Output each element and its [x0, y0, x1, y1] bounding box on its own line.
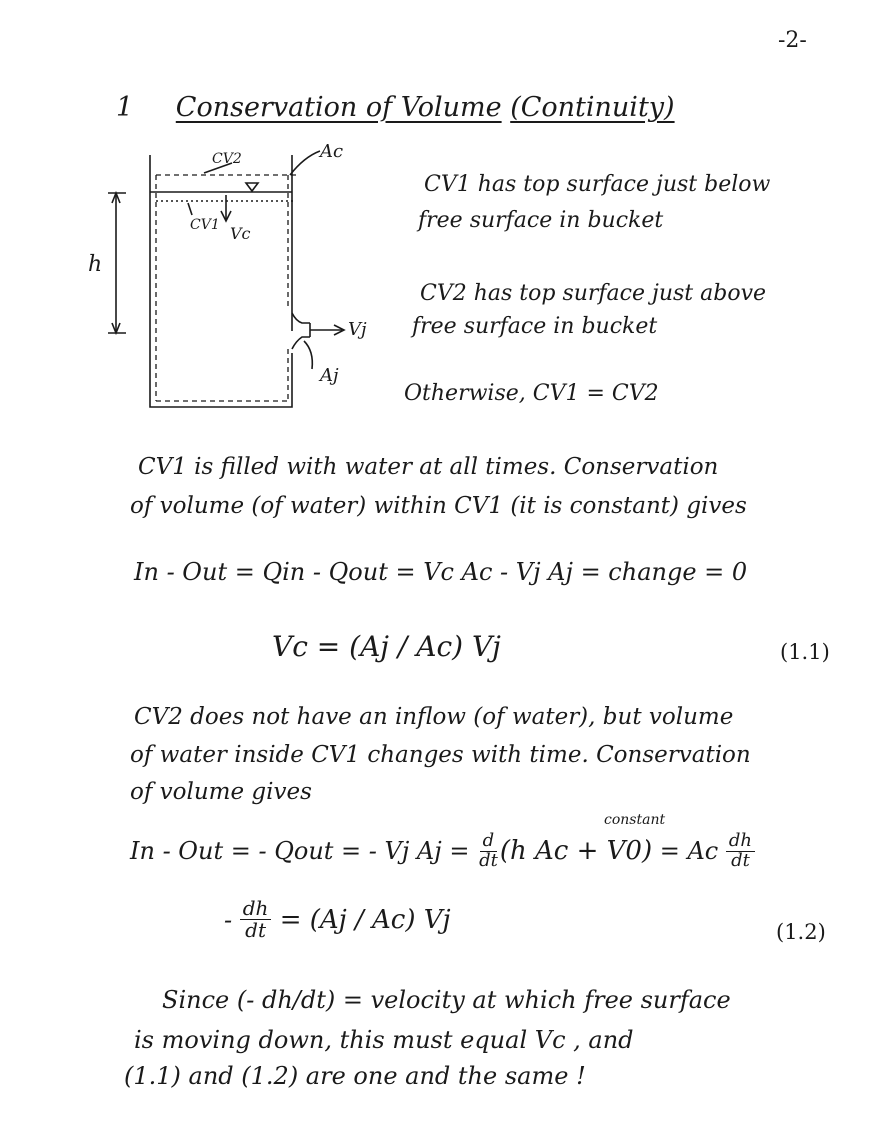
- conclusion-line3: (1.1) and (1.2) are one and the same !: [124, 1062, 586, 1090]
- equation2-annotation: constant: [604, 812, 666, 828]
- note-cv2-line2: free surface in bucket: [412, 314, 658, 339]
- paragraph2-line2: of water inside CV1 changes with time. Conservation: [130, 742, 751, 768]
- jet-nozzle: [292, 313, 310, 349]
- section-subtitle: (Continuity): [510, 92, 675, 123]
- equation2-dhdt: [726, 832, 755, 871]
- h-label: h: [88, 252, 103, 277]
- section-title: Conservation of Volume: [175, 92, 502, 123]
- paragraph2-line3: of volume gives: [130, 779, 312, 805]
- paragraph1-line2: of volume (of water) within CV1 (it is constant) gives: [130, 493, 747, 519]
- equation2-line: [130, 832, 755, 871]
- section-number: 1: [116, 92, 134, 123]
- vc-label: Vc: [230, 224, 251, 243]
- equation2-dh2: dh: [240, 898, 272, 920]
- note-cv1-line2: free surface in bucket: [418, 208, 664, 233]
- equation1-number: (1.1): [780, 640, 830, 664]
- aj-label: Aj: [320, 365, 339, 386]
- cv1-leader: [188, 203, 192, 215]
- equation2-dh: dh: [726, 832, 755, 852]
- note-cv1-line1: CV1 has top surface just below: [424, 172, 771, 197]
- paragraph2-line1: CV2 does not have an inflow (of water), but volume: [134, 704, 734, 730]
- cv2-label: CV2: [212, 151, 242, 167]
- equation2-minus: -: [224, 905, 240, 934]
- equation2-deriv: [479, 832, 498, 871]
- conclusion-line1: Since (- dh/dt) = velocity at which free surface: [162, 986, 731, 1014]
- vj-label: Vj: [348, 319, 367, 340]
- cv1-label: CV1: [190, 217, 220, 233]
- page-number: -2-: [778, 28, 807, 53]
- equation2-dt2: dt: [731, 849, 750, 871]
- equation2-equals: = Ac: [652, 837, 726, 866]
- equation2-d: d: [480, 832, 498, 852]
- paragraph1-line1: CV1 is filled with water at all times. Conservation: [138, 454, 719, 480]
- bucket-outline: [150, 155, 292, 407]
- equation2-result-line: [224, 898, 451, 941]
- equation2-dt: dt: [479, 849, 498, 871]
- section-heading: [116, 92, 675, 123]
- surface-marker-icon: [246, 183, 258, 191]
- ac-label: Ac: [320, 141, 344, 162]
- equation1-result: Vc = (Aj / Ac) Vj: [272, 630, 501, 663]
- equation2-dhdt-lhs: [240, 898, 272, 941]
- ac-leader: [290, 151, 320, 175]
- equation1-line: In - Out = Qin - Qout = Vc Ac - Vj Aj = change = 0: [134, 558, 748, 586]
- note-cv2-line1: CV2 has top surface just above: [420, 281, 767, 306]
- equation2-number: (1.2): [776, 920, 826, 944]
- equation2-inner: (h Ac + V0): [499, 836, 653, 867]
- conclusion-line2: is moving down, this must equal Vc , and: [134, 1026, 634, 1054]
- equation2-lhs: In - Out = - Qout = - Vj Aj =: [130, 837, 478, 866]
- equation2-dt3: dt: [245, 918, 267, 942]
- note-otherwise: Otherwise, CV1 = CV2: [404, 381, 659, 406]
- equation2-result: = (Aj / Ac) Vj: [271, 904, 451, 935]
- aj-leader: [304, 341, 312, 369]
- bucket-diagram: [80, 135, 380, 420]
